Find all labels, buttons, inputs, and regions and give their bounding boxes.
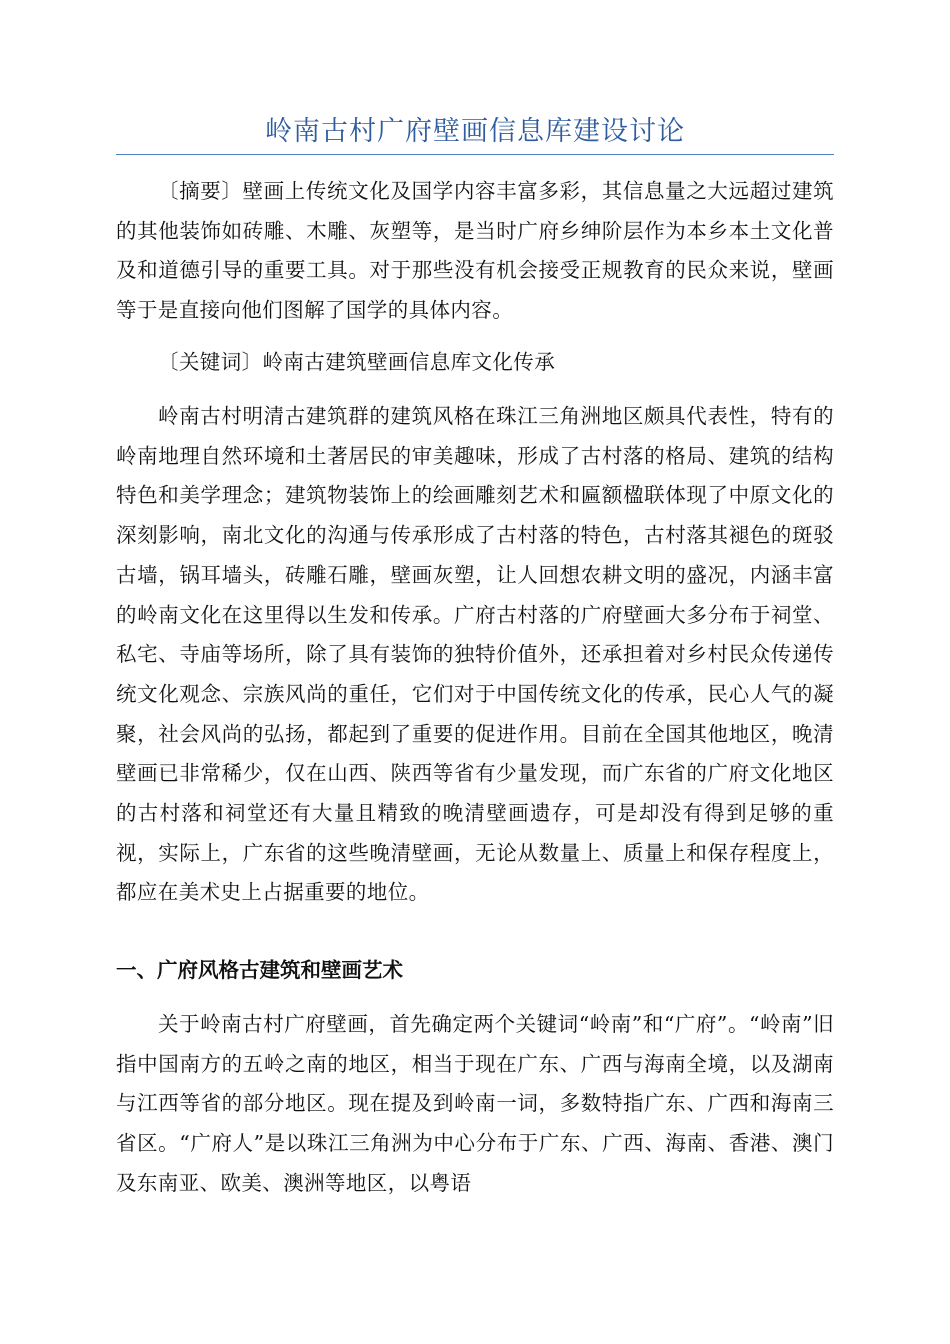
body-paragraph: 岭南古村明清古建筑群的建筑风格在珠江三角洲地区颇具代表性，特有的岭南地理自然环境和土著居民的审美趣味，形成了古村落的格局、建筑的结构特色和美学理念；建筑物装饰上的绘画雕刻艺术和匾额楹联体现了中原文化的深刻影响，南北文化的沟通与传承形成了古村落的特色，古村落其褪色的斑驳古墙，锅耳墙头，砖雕石雕，壁画灰塑，让人回想农耕文明的盛况，内涵丰富的岭南文化在这里得以生发和传承。广府古村落的广府壁画大多分布于祠堂、私宅、寺庙等场所，除了具有装饰的独特价值外，还承担着对乡村民众传递传统文化观念、宗族风尚的重任，它们对于中国传统文化的传承，民心人气的凝聚，社会风尚的弘扬，都起到了重要的促进作用。目前在全国其他地区，晚清壁画已非常稀少，仅在山西、陕西等省有少量发现，而广东省的广府文化地区的古村落和祠堂还有大量且精致的晚清壁画遗存，可是却没有得到足够的重视，实际上，广东省的这些晚清壁画，无论从数量上、质量上和保存程度上，都应在美术史上占据重要的地位。 (116, 404, 834, 905)
section-heading: 一、广府风格古建筑和壁画艺术 (116, 958, 403, 982)
keywords-paragraph: 〔关键词〕岭南古建筑壁画信息库文化传承 (158, 350, 556, 374)
title-underline (116, 154, 834, 155)
abstract-paragraph: 〔摘要〕壁画上传统文化及国学内容丰富多彩，其信息量之大远超过建筑的其他装饰如砖雕、木雕、灰塑等，是当时广府乡绅阶层作为本乡本土文化普及和道德引导的重要工具。对于那些没有机会接受正规教育的民众来说，壁画等于是直接向他们图解了国学的具体内容。 (116, 179, 834, 323)
section-paragraph: 关于岭南古村广府壁画，首先确定两个关键词“岭南”和“广府”。“岭南”旧指中国南方的五岭之南的地区，相当于现在广东、广西与海南全境，以及湖南与江西等省的部分地区。现在提及到岭南一词，多数特指广东、广西和海南三省区。“广府人”是以珠江三角洲为中心分布于广东、广西、海南、香港、澳门及东南亚、欧美、澳洲等地区，以粤语 (116, 1012, 834, 1195)
document-title: 岭南古村广府壁画信息库建设讨论 (265, 116, 685, 147)
